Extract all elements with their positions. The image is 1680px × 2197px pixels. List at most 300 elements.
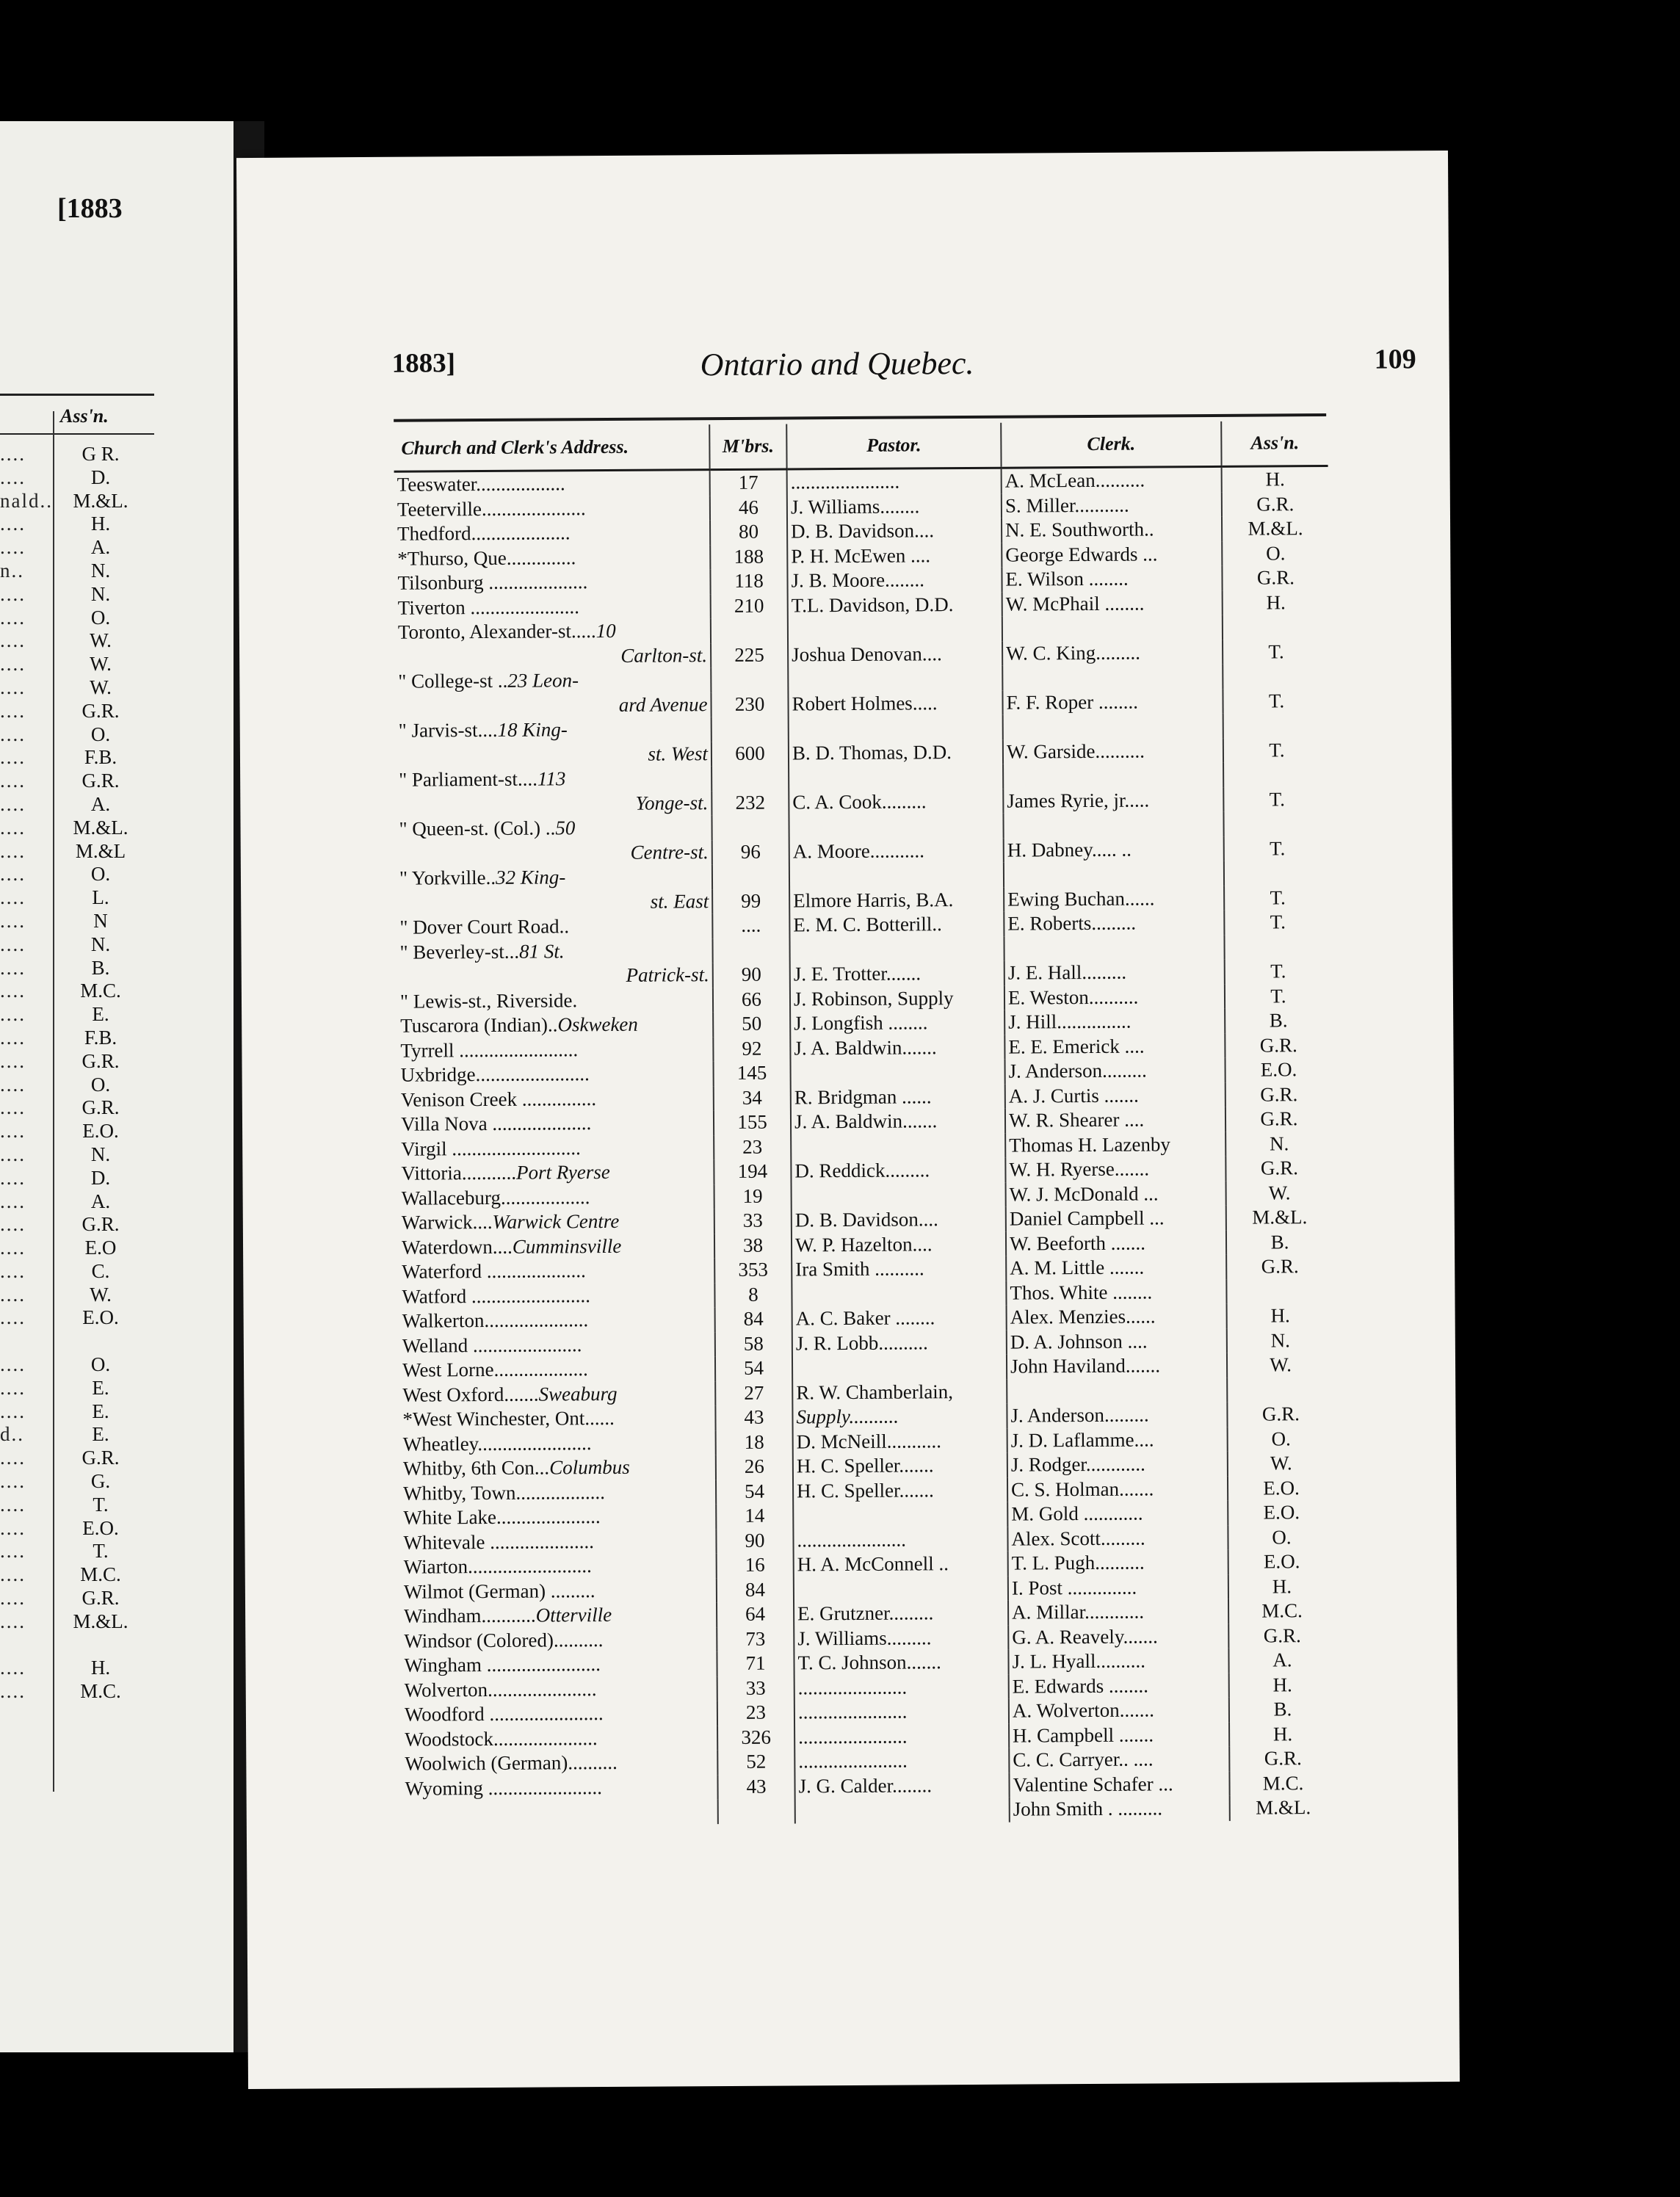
- facing-page-assn-value: W.: [90, 1283, 112, 1306]
- column-header-clerk: Clerk.: [1001, 421, 1221, 468]
- clerk-cell: J. Anderson.........: [1007, 1402, 1227, 1428]
- facing-page-row-tail: ....: [0, 933, 26, 955]
- facing-page-row: [0, 1587, 154, 1610]
- pastor-cell: [792, 1182, 1006, 1208]
- facing-page-assn-value: T.: [93, 1540, 109, 1563]
- association-cell: M.&L.: [1230, 1795, 1336, 1820]
- facing-page-row: [0, 1563, 154, 1587]
- clerk-cell: [1003, 714, 1223, 739]
- clerk-cell: J. Rodger............: [1007, 1452, 1228, 1477]
- members-cell: 34: [714, 1085, 791, 1110]
- facing-page-row-tail: ....: [0, 653, 26, 676]
- members-cell: 33: [717, 1676, 794, 1701]
- members-cell: 71: [717, 1651, 794, 1676]
- members-cell: [711, 618, 788, 643]
- facing-page-row-tail: ....: [0, 1657, 26, 1679]
- pastor-cell: [789, 814, 1003, 839]
- church-cell: [397, 1012, 713, 1038]
- association-cell: G.R.: [1222, 491, 1328, 516]
- facing-page-row-tail: d..: [0, 1423, 24, 1446]
- pastor-cell: D. Reddick.........: [791, 1158, 1005, 1184]
- clerk-cell: J. Hill...............: [1004, 1009, 1225, 1035]
- church-name: Uxbridge.......................: [400, 1063, 590, 1086]
- members-cell: [712, 716, 789, 741]
- clerk-cell: John Smith . .........: [1010, 1796, 1230, 1822]
- clerk-cell: C. S. Holman.......: [1007, 1476, 1228, 1502]
- members-cell: 58: [715, 1331, 792, 1356]
- church-address-continuation: st. West: [648, 742, 709, 765]
- church-address-continuation: Carlton-st.: [620, 643, 708, 667]
- facing-page-row: [0, 653, 154, 676]
- facing-page-assn-value: [53, 1634, 148, 1657]
- association-cell: [1226, 1278, 1333, 1303]
- facing-page-assn-value: C.: [91, 1259, 110, 1282]
- facing-page-assn-value: M.&L.: [73, 1610, 128, 1632]
- church-cell: [400, 1455, 716, 1481]
- members-cell: 84: [715, 1306, 792, 1331]
- facing-page-row: [0, 933, 154, 957]
- members-cell: 92: [713, 1036, 790, 1061]
- facing-page-row: [0, 770, 154, 793]
- pastor-cell: J. Robinson, Supply: [790, 985, 1004, 1011]
- church-cell: [400, 1430, 716, 1457]
- facing-page-row-tail: ....: [0, 1563, 26, 1586]
- facing-page-row: [0, 746, 154, 770]
- association-cell: T.: [1225, 959, 1331, 984]
- church-cell: [399, 1209, 714, 1235]
- association-cell: [1223, 713, 1330, 738]
- facing-page-row: [0, 466, 154, 490]
- clerk-cell: Alex. Menzies......: [1007, 1304, 1227, 1330]
- facing-page-row-tail: ....: [0, 956, 26, 979]
- facing-page-rule: [0, 394, 154, 396]
- association-cell: W.: [1227, 1353, 1333, 1378]
- facing-page-assn-value: L.: [92, 886, 109, 909]
- church-name: Vittoria...........: [401, 1161, 517, 1184]
- church-name: Wingham .......................: [404, 1653, 601, 1676]
- pastor-cell: [788, 666, 1002, 692]
- church-cell: [397, 840, 712, 866]
- church-name: Teeterville.....................: [397, 496, 586, 521]
- members-cell: 188: [710, 544, 787, 569]
- facing-page-row: [0, 1167, 154, 1190]
- facing-page-row: [0, 1377, 154, 1400]
- facing-page-row-tail: ....: [0, 536, 26, 559]
- association-cell: G.R.: [1226, 1254, 1333, 1279]
- association-cell: G.R.: [1228, 1623, 1335, 1648]
- facing-page-assn-value: O.: [90, 1353, 111, 1376]
- pastor-cell: H. A. McConnell ..: [794, 1552, 1008, 1577]
- facing-page-row-tail: ....: [0, 1447, 26, 1469]
- pastor-cell: [789, 715, 1003, 741]
- pastor-cell: [792, 1281, 1006, 1306]
- pastor-cell: ......................: [794, 1674, 1009, 1700]
- church-cell: [397, 988, 713, 1014]
- facing-page-row: [0, 910, 154, 933]
- church-cell: [401, 1578, 717, 1604]
- church-cell: [399, 1283, 714, 1309]
- facing-page-row-tail: ....: [0, 676, 26, 698]
- church-cell: [396, 791, 712, 817]
- association-cell: B.: [1229, 1697, 1336, 1722]
- association-cell: G.R.: [1225, 1032, 1331, 1057]
- church-cell: [396, 742, 712, 768]
- facing-page-row-tail: ....: [0, 1493, 26, 1516]
- members-cell: 84: [717, 1577, 794, 1602]
- facing-page-row: [0, 863, 154, 886]
- facing-page-assn-value: G R.: [82, 443, 120, 465]
- column-header-members: M'brs.: [709, 424, 786, 469]
- clerk-address: 50: [555, 817, 576, 839]
- association-cell: N.: [1225, 1131, 1332, 1156]
- facing-page-assn-value: H.: [90, 513, 111, 535]
- table-header-row: [394, 421, 1328, 471]
- clerk-cell: D. A. Johnson ....: [1007, 1328, 1227, 1354]
- facing-page-row-tail: ....: [0, 1073, 26, 1096]
- association-cell: A.: [1228, 1648, 1335, 1673]
- facing-page-row: [0, 1634, 154, 1657]
- members-cell: 54: [715, 1356, 792, 1380]
- facing-page-assn-header: Ass'n.: [60, 405, 109, 427]
- association-cell: T.: [1223, 639, 1329, 664]
- facing-page-row: [0, 1517, 154, 1541]
- clerk-address: Oskweken: [557, 1013, 638, 1036]
- facing-page-row: [0, 629, 154, 653]
- church-name: West Oxford.......: [402, 1383, 539, 1406]
- church-cell: [399, 1332, 715, 1358]
- page-header: [392, 341, 1530, 391]
- pastor-cell: [792, 1355, 1007, 1380]
- facing-page-row: [0, 1400, 154, 1424]
- clerk-cell: John Haviland.......: [1007, 1353, 1227, 1379]
- association-cell: T.: [1224, 885, 1330, 910]
- facing-page-row: [0, 1306, 154, 1330]
- facing-page-row: [0, 560, 154, 583]
- facing-page-assn-value: T.: [93, 1493, 109, 1516]
- clerk-cell: A. Millar............: [1008, 1599, 1228, 1625]
- facing-page-row-tail: ....: [0, 1680, 26, 1703]
- association-cell: T.: [1225, 983, 1331, 1008]
- association-cell: [1223, 615, 1329, 640]
- facing-page-assn-column: [0, 443, 154, 1704]
- facing-page-row-tail: ....: [0, 980, 26, 1002]
- pastor-cell: R. Bridgman ......: [791, 1084, 1005, 1110]
- clerk-cell: H. Campbell .......: [1009, 1722, 1229, 1748]
- facing-page-row: [0, 1330, 154, 1353]
- church-cell: [398, 1159, 714, 1186]
- facing-page-row-tail: ....: [0, 1096, 26, 1119]
- facing-page-row-tail: ....: [0, 723, 26, 745]
- facing-page-assn-value: E.: [92, 1423, 109, 1446]
- pastor-cell: T. C. Johnson.......: [794, 1650, 1008, 1676]
- church-name: Windham...........: [404, 1604, 536, 1627]
- clerk-address: Cumminsville: [512, 1234, 622, 1258]
- pastor-cell: [795, 1798, 1010, 1823]
- facing-page-assn-value: H.: [90, 1657, 111, 1679]
- association-cell: M.C.: [1229, 1770, 1336, 1795]
- members-cell: [711, 667, 788, 692]
- church-cell: [399, 1381, 715, 1408]
- pastor-cell: Robert Holmes.....: [788, 690, 1002, 716]
- facing-page-assn-value: A.: [90, 1190, 111, 1212]
- facing-page-row: [0, 1610, 154, 1634]
- facing-page-assn-value: A.: [90, 792, 111, 815]
- clerk-address: 32 King-: [495, 866, 566, 888]
- members-cell: [718, 1798, 795, 1823]
- facing-page-assn-value: E.O.: [82, 1516, 119, 1539]
- pastor-cell: J. G. Calder........: [794, 1773, 1009, 1798]
- association-cell: G.R.: [1229, 1746, 1336, 1771]
- pastor-cell: ......................: [794, 1748, 1009, 1774]
- facing-page-row-tail: ....: [0, 1143, 26, 1165]
- clerk-cell: Daniel Campbell ...: [1006, 1206, 1226, 1231]
- pastor-cell: Ira Smith ..........: [792, 1256, 1006, 1282]
- facing-page-assn-value: M.&L.: [73, 489, 128, 512]
- page-number: 109: [1374, 344, 1416, 375]
- church-cell: [397, 938, 712, 965]
- facing-page-row-tail: ....: [0, 629, 26, 652]
- church-cell: [397, 963, 713, 989]
- facing-page-row: [0, 513, 154, 536]
- facing-page-assn-value: M.C.: [80, 1680, 121, 1703]
- association-cell: H.: [1227, 1303, 1333, 1328]
- facing-page-assn-value: N.: [90, 1143, 111, 1165]
- facing-page-row-tail: ....: [0, 606, 26, 629]
- members-cell: [712, 814, 789, 839]
- church-name: Wiarton.........................: [403, 1554, 592, 1578]
- pastor-cell: ......................: [793, 1527, 1007, 1552]
- members-cell: 18: [716, 1430, 793, 1455]
- association-cell: T.: [1223, 786, 1330, 811]
- clerk-cell: [1003, 763, 1223, 789]
- facing-page-row-tail: ....: [0, 1237, 26, 1259]
- church-cell: [395, 618, 711, 645]
- members-cell: 43: [717, 1774, 794, 1799]
- pastor-cell: Elmore Harris, B.A.: [789, 887, 1004, 913]
- members-cell: 194: [714, 1159, 791, 1184]
- facing-page-assn-value: E.: [92, 1400, 109, 1422]
- association-cell: E.O.: [1228, 1475, 1334, 1500]
- church-cell: [402, 1726, 717, 1752]
- clerk-cell: [1004, 935, 1224, 960]
- pastor-cell: W. P. Hazelton....: [792, 1231, 1006, 1257]
- pastor-cell: J. A. Baldwin.......: [791, 1109, 1005, 1134]
- church-cell: [394, 496, 710, 522]
- facing-page-row-tail: ....: [0, 443, 26, 465]
- members-cell: 27: [715, 1380, 792, 1405]
- church-name: Walkerton.....................: [402, 1309, 589, 1332]
- church-cell: [402, 1676, 717, 1703]
- facing-page-row: [0, 723, 154, 747]
- clerk-cell: J. D. Laflamme....: [1007, 1427, 1228, 1452]
- members-cell: 46: [710, 495, 787, 520]
- pastor-cell: R. W. Chamberlain,: [792, 1379, 1007, 1405]
- church-name: *Thurso, Que..............: [397, 546, 576, 570]
- pastor-cell: C. A. Cook.........: [789, 789, 1003, 814]
- church-name: Teeswater..................: [397, 472, 565, 496]
- facing-page-row-tail: ....: [0, 1400, 26, 1422]
- members-cell: 66: [713, 987, 790, 1012]
- facing-page-assn-value: W.: [90, 676, 112, 698]
- church-cell: [399, 1307, 715, 1333]
- association-cell: H.: [1229, 1721, 1336, 1746]
- association-cell: [1223, 811, 1330, 836]
- church-cell: [397, 889, 712, 916]
- pastor-cell: P. H. McEwen ....: [787, 543, 1002, 568]
- church-name: " Lewis-st., Riverside.: [399, 988, 578, 1013]
- facing-page-row: [0, 1470, 154, 1494]
- clerk-cell: W. C. King.........: [1002, 640, 1223, 665]
- facing-page-assn-value: E.O.: [82, 1120, 119, 1143]
- facing-page-assn-value: F.B.: [84, 1026, 117, 1049]
- facing-page-row-tail: nald..: [0, 489, 53, 512]
- facing-page-row: [0, 1353, 154, 1377]
- church-name: Woodford .......................: [404, 1702, 604, 1726]
- members-cell: 210: [711, 593, 788, 618]
- header-rule: [394, 413, 1326, 422]
- facing-page-assn-value: B.: [91, 956, 110, 979]
- facing-page-assn-value: A.: [90, 536, 111, 559]
- clerk-cell: Thomas H. Lazenby: [1005, 1132, 1225, 1157]
- facing-page-assn-value: O.: [90, 606, 111, 629]
- clerk-cell: W. McPhail ........: [1002, 590, 1223, 616]
- members-cell: 90: [716, 1528, 793, 1553]
- church-name: Welland ......................: [402, 1333, 582, 1357]
- church-cell: [396, 766, 712, 792]
- clerk-cell: E. Edwards ........: [1009, 1673, 1229, 1698]
- church-name: Whitby, Town..................: [403, 1480, 606, 1505]
- facing-page-assn-value: W.: [90, 653, 112, 676]
- church-cell: [395, 643, 711, 670]
- association-cell: M.C.: [1228, 1599, 1335, 1624]
- facing-page-assn-value: D.: [90, 1166, 111, 1189]
- members-cell: [712, 864, 789, 888]
- church-cell: [397, 913, 712, 940]
- facing-page-assn-value: N.: [90, 559, 111, 582]
- facing-page-assn-value: O.: [90, 1073, 111, 1096]
- church-cell: [394, 545, 710, 571]
- clerk-cell: [1002, 665, 1223, 690]
- facing-page-row: [0, 840, 154, 864]
- pastor-cell: D. McNeill...........: [793, 1428, 1007, 1454]
- pastor-cell: [789, 936, 1004, 962]
- clerk-cell: [1004, 861, 1224, 887]
- facing-page-rule: [0, 433, 154, 435]
- facing-page-row: [0, 1027, 154, 1050]
- facing-page-row-tail: [0, 1634, 53, 1657]
- facing-page-row: [0, 536, 154, 560]
- church-name: Watford ........................: [402, 1284, 591, 1308]
- pastor-cell: A. C. Baker ........: [792, 1306, 1007, 1331]
- members-cell: 600: [712, 741, 789, 766]
- facing-page-assn-value: D.: [90, 466, 111, 488]
- church-name: " Dover Court Road..: [399, 915, 570, 938]
- facing-page-row: [0, 1003, 154, 1027]
- facing-page-row: [0, 1190, 154, 1214]
- association-cell: [1224, 934, 1330, 959]
- members-cell: 80: [710, 519, 787, 544]
- association-cell: H.: [1229, 1672, 1336, 1697]
- pastor-cell: D. B. Davidson....: [787, 518, 1002, 544]
- clerk-cell: J. L. Hyall..........: [1008, 1648, 1228, 1674]
- facing-page-row: [0, 1096, 154, 1120]
- pastor-cell: J. E. Trotter.......: [790, 961, 1004, 987]
- facing-page-row-tail: ....: [0, 746, 26, 769]
- facing-page-row-tail: [0, 1330, 53, 1353]
- clerk-cell: A. Wolverton.......: [1009, 1698, 1229, 1723]
- pastor-cell: [794, 1576, 1008, 1601]
- church-name: " College-st ..: [398, 669, 508, 692]
- facing-page-assn-value: G.R.: [82, 1447, 120, 1469]
- clerk-cell: A. McLean..........: [1002, 466, 1222, 493]
- association-cell: [1223, 664, 1329, 689]
- pastor-cell: D. B. Davidson....: [792, 1207, 1006, 1233]
- association-cell: G.R.: [1222, 565, 1328, 590]
- clerk-cell: W. J. McDonald ...: [1006, 1181, 1226, 1206]
- pastor-cell: J. Williams........: [787, 493, 1002, 519]
- clerk-address: Warwick Centre: [492, 1209, 620, 1233]
- association-cell: H.: [1228, 1574, 1335, 1599]
- facing-page-row-tail: ....: [0, 1587, 26, 1610]
- association-cell: [1227, 1377, 1333, 1402]
- running-head-title: Ontario and Quebec.: [700, 344, 974, 383]
- clerk-cell: S. Miller...........: [1002, 492, 1222, 518]
- members-cell: 19: [714, 1184, 792, 1209]
- facing-page-row-tail: ....: [0, 1213, 26, 1236]
- facing-page-row: [0, 886, 154, 910]
- church-address-continuation: ard Avenue: [618, 692, 708, 716]
- facing-page-assn-value: M.&L: [75, 839, 126, 862]
- association-cell: H.: [1222, 466, 1328, 492]
- church-name: Wilmot (German) .........: [403, 1579, 595, 1603]
- facing-page-row-tail: ....: [0, 699, 26, 722]
- members-cell: 50: [713, 1011, 790, 1036]
- clerk-cell: M. Gold ............: [1007, 1501, 1228, 1527]
- facing-page-row: [0, 1143, 154, 1167]
- facing-page-row: [0, 1074, 154, 1097]
- association-cell: W.: [1226, 1180, 1333, 1205]
- facing-page-assn-value: G.R.: [82, 1587, 120, 1610]
- members-cell: 73: [717, 1626, 794, 1651]
- facing-page-assn-value: E.: [92, 1376, 109, 1399]
- facing-page-row-tail: ....: [0, 1353, 26, 1376]
- facing-page-row-tail: ....: [0, 466, 26, 488]
- members-cell: 64: [717, 1601, 794, 1626]
- facing-page-assn-value: O.: [90, 863, 111, 886]
- facing-page-row-tail: ....: [0, 1306, 26, 1329]
- clerk-cell: A. J. Curtis .......: [1005, 1082, 1225, 1108]
- church-cell: [398, 1135, 714, 1162]
- association-cell: T.: [1224, 836, 1330, 861]
- church-name: Warwick....: [401, 1210, 493, 1234]
- pastor-cell: [789, 863, 1004, 888]
- clerk-address: Columbus: [549, 1455, 630, 1479]
- pastor-cell: E. Grutzner.........: [794, 1601, 1008, 1626]
- church-name: " Yorkville..: [399, 866, 496, 889]
- church-address-continuation: Centre-st.: [630, 840, 709, 864]
- clerk-cell: James Ryrie, jr.....: [1003, 787, 1223, 813]
- facing-page-row-tail: ....: [0, 513, 26, 535]
- facing-page-row: [0, 793, 154, 817]
- facing-page-row-tail: ....: [0, 1120, 26, 1143]
- church-cell: [401, 1627, 717, 1654]
- church-name: Waterdown....: [401, 1235, 513, 1259]
- facing-page-row-tail: ....: [0, 582, 26, 605]
- church-cell: [397, 864, 712, 891]
- members-cell: 38: [714, 1233, 792, 1258]
- facing-page-row: [0, 1237, 154, 1260]
- association-cell: W.: [1228, 1451, 1334, 1476]
